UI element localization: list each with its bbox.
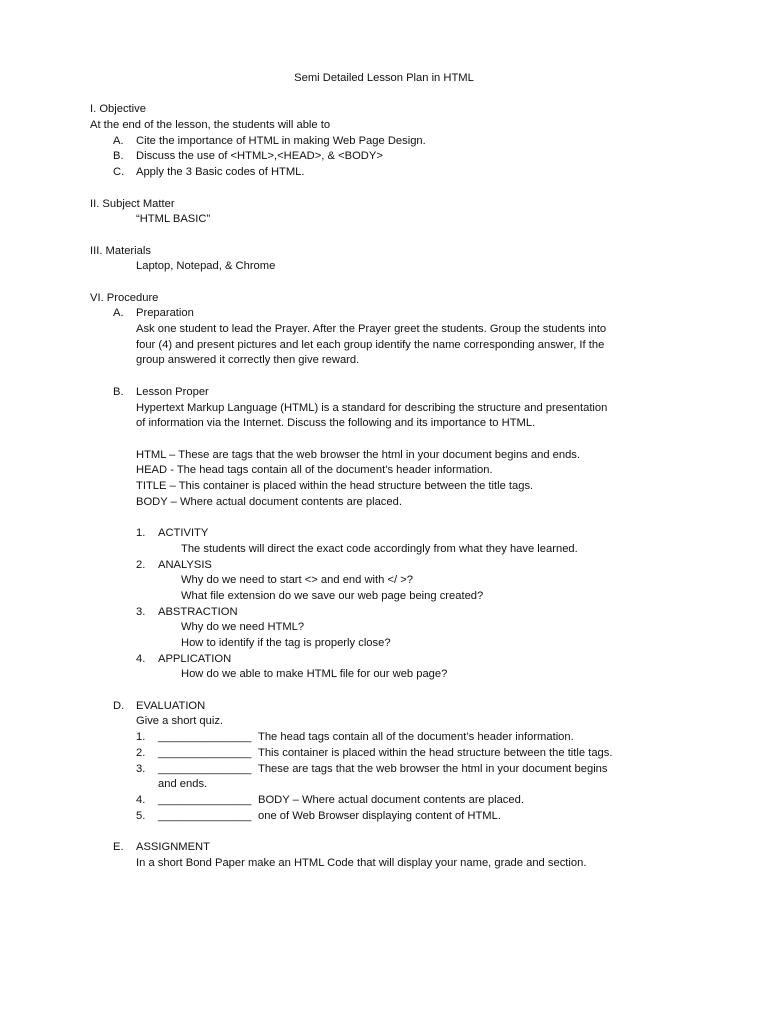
tag-definition-body: BODY – Where actual document contents are placed. <box>136 496 402 508</box>
step-line: Why do we need HTML? <box>181 621 305 633</box>
quiz-item: This container is placed within the head structure between the title tags. <box>258 747 613 759</box>
evaluation-intro: Give a short quiz. <box>136 715 224 727</box>
quiz-item: These are tags that the web browser the html in your document begins <box>258 763 608 775</box>
tag-definition-html: HTML – These are tags that the web browser the html in your document begins and ends. <box>136 449 581 461</box>
lesson-proper-line: Hypertext Markup Language (HTML) is a standard for describing the structure and presentation <box>136 402 608 414</box>
evaluation-marker: D. <box>113 700 125 712</box>
document-title: Semi Detailed Lesson Plan in HTML <box>294 72 474 84</box>
quiz-marker: 2. <box>136 747 146 759</box>
step-line: How to identify if the tag is properly close? <box>181 637 391 649</box>
quiz-marker: 1. <box>136 731 146 743</box>
step-heading-activity: ACTIVITY <box>158 527 209 539</box>
quiz-blank: _______________ <box>158 763 252 775</box>
materials-text: Laptop, Notepad, & Chrome <box>136 260 276 272</box>
step-heading-application: APPLICATION <box>158 653 232 665</box>
quiz-item: one of Web Browser displaying content of HTML. <box>258 810 501 822</box>
preparation-line: group answered it correctly then give reward. <box>136 354 360 366</box>
preparation-line: Ask one student to lead the Prayer. After the Prayer greet the students. Group the students into <box>136 323 607 335</box>
step-line: How do we able to make HTML file for our web page? <box>181 668 448 680</box>
step-heading-abstraction: ABSTRACTION <box>158 606 238 618</box>
objective-marker-b: B. <box>113 150 124 162</box>
tag-definition-title: TITLE – This container is placed within the head structure between the title tags. <box>136 480 534 492</box>
subject-matter-text: “HTML BASIC” <box>136 213 211 225</box>
objective-intro: At the end of the lesson, the students will able to <box>90 119 331 131</box>
objective-marker-c: C. <box>113 166 125 178</box>
lesson-proper-heading: Lesson Proper <box>136 386 209 398</box>
assignment-heading: ASSIGNMENT <box>136 841 210 853</box>
quiz-blank: _______________ <box>158 794 252 806</box>
quiz-blank: _______________ <box>158 810 252 822</box>
step-marker: 4. <box>136 653 146 665</box>
procedure-heading: VI. Procedure <box>90 292 159 304</box>
preparation-line: four (4) and present pictures and let each group identify the name corresponding answer, If the <box>136 339 605 351</box>
quiz-marker: 4. <box>136 794 146 806</box>
preparation-marker: A. <box>113 307 124 319</box>
step-marker: 3. <box>136 606 146 618</box>
quiz-blank: _______________ <box>158 731 252 743</box>
preparation-heading: Preparation <box>136 307 194 319</box>
subject-matter-heading: II. Subject Matter <box>90 198 175 210</box>
lesson-proper-marker: B. <box>113 386 124 398</box>
step-marker: 2. <box>136 559 146 571</box>
step-line: Why do we need to start <> and end with </ >? <box>181 574 413 586</box>
assignment-marker: E. <box>113 841 124 853</box>
quiz-item: BODY – Where actual document contents are placed. <box>258 794 524 806</box>
tag-definition-head: HEAD - The head tags contain all of the document’s header information. <box>136 464 493 476</box>
lesson-proper-line: of information via the Internet. Discuss the following and its importance to HTML. <box>136 417 536 429</box>
step-heading-analysis: ANALYSIS <box>158 559 212 571</box>
quiz-marker: 5. <box>136 810 146 822</box>
step-line: What file extension do we save our web page being created? <box>181 590 484 602</box>
objective-marker-a: A. <box>113 135 124 147</box>
objective-heading: I. Objective <box>90 103 146 115</box>
evaluation-heading: EVALUATION <box>136 700 206 712</box>
materials-heading: III. Materials <box>90 245 151 257</box>
assignment-text: In a short Bond Paper make an HTML Code that will display your name, grade and section. <box>136 857 587 869</box>
step-line: The students will direct the exact code accordingly from what they have learned. <box>181 543 578 555</box>
step-marker: 1. <box>136 527 146 539</box>
quiz-item-continuation: and ends. <box>158 778 208 790</box>
objective-item-a: Cite the importance of HTML in making Web Page Design. <box>136 135 426 147</box>
quiz-item: The head tags contain all of the document’s header information. <box>258 731 574 743</box>
objective-item-b: Discuss the use of <HTML>,<HEAD>, & <BODY> <box>136 150 383 162</box>
objective-item-c: Apply the 3 Basic codes of HTML. <box>136 166 305 178</box>
quiz-marker: 3. <box>136 763 146 775</box>
quiz-blank: _______________ <box>158 747 252 759</box>
